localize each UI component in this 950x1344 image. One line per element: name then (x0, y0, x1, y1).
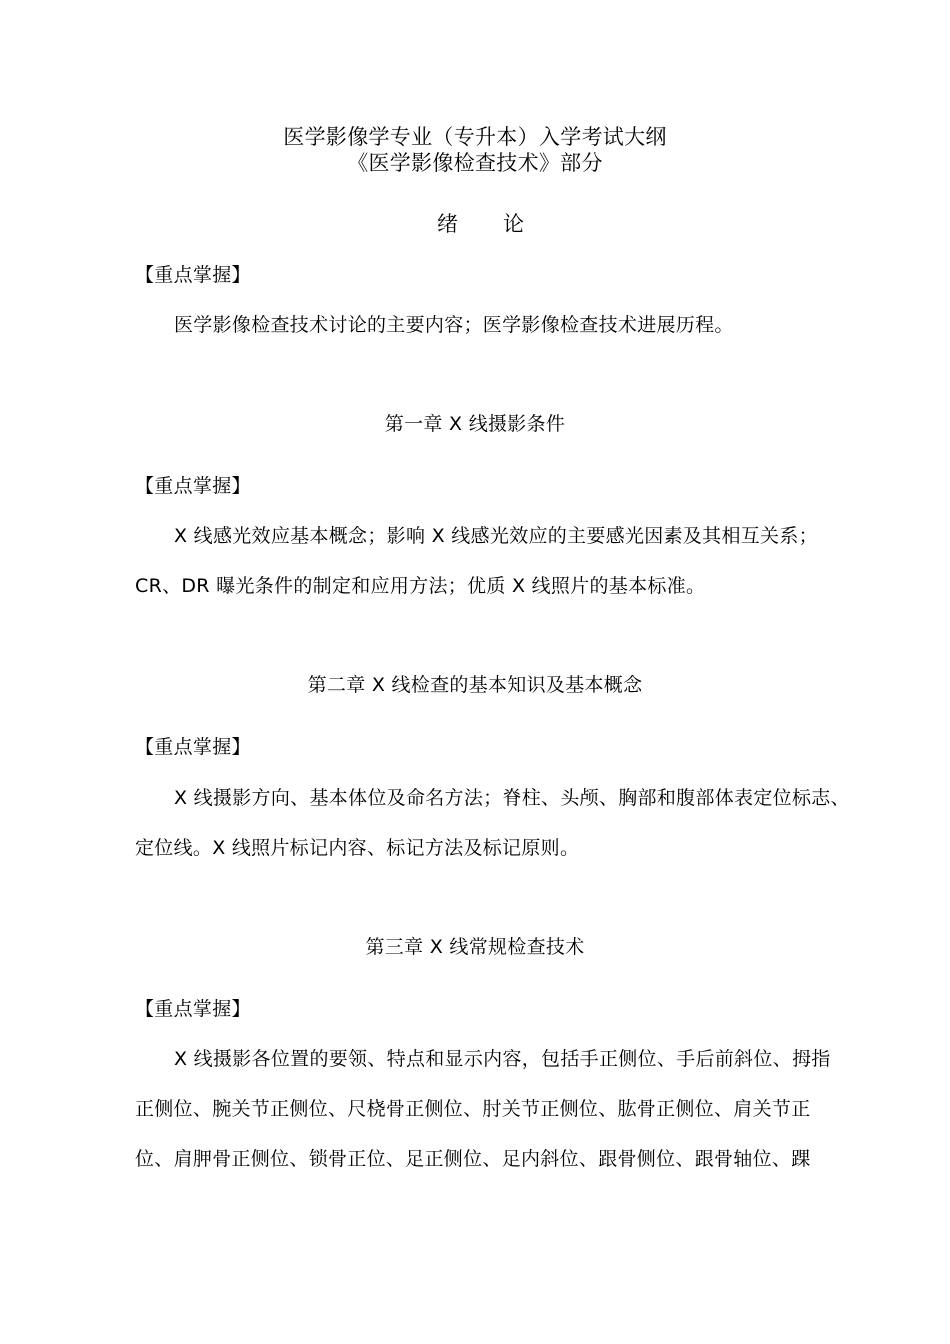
chapter2-text-line: 定位线。X 线照片标记内容、标记方法及标记原则。 (135, 837, 580, 859)
chapter1-text-line: X 线感光效应基本概念；影响 X 线感光效应的主要感光因素及其相互关系； (174, 525, 818, 547)
chapter1-key-label: 【重点掌握】 (135, 475, 251, 497)
document-title-line1: 医学影像学专业（专升本）入学考试大纲 (283, 125, 667, 149)
chapter3-text-line: X 线摄影各位置的要领、特点和显示内容，包括手正侧位、手后前斜位、拇指 (174, 1048, 831, 1070)
chapter3-text-line: 位、肩胛骨正侧位、锁骨正位、足正侧位、足内斜位、跟骨侧位、跟骨轴位、踝 (135, 1148, 811, 1170)
chapter2-text-line: X 线摄影方向、基本体位及命名方法；脊柱、头颅、胸部和腹部体表定位标志、 (174, 787, 850, 809)
chapter3-text-line: 正侧位、腕关节正侧位、尺桡骨正侧位、肘关节正侧位、肱骨正侧位、肩关节正 (135, 1098, 811, 1120)
chapter1-heading: 第一章 X 线摄影条件 (384, 413, 566, 435)
chapter2-key-label: 【重点掌握】 (135, 736, 251, 758)
intro-key-label: 【重点掌握】 (135, 264, 251, 286)
chapter3-heading: 第三章 X 线常规检查技术 (365, 936, 585, 958)
document-title-line2: 《医学影像检查技术》部分 (347, 151, 603, 175)
intro-heading-part2: 论 (503, 212, 524, 236)
chapter2-heading: 第二章 X 线检查的基本知识及基本概念 (307, 674, 643, 696)
chapter1-text-line: CR、DR 曝光条件的制定和应用方法；优质 X 线照片的基本标准。 (135, 575, 706, 597)
chapter3-key-label: 【重点掌握】 (135, 998, 251, 1020)
intro-text: 医学影像检查技术讨论的主要内容；医学影像检查技术进展历程。 (174, 314, 734, 336)
intro-heading-part1: 绪 (437, 212, 458, 236)
